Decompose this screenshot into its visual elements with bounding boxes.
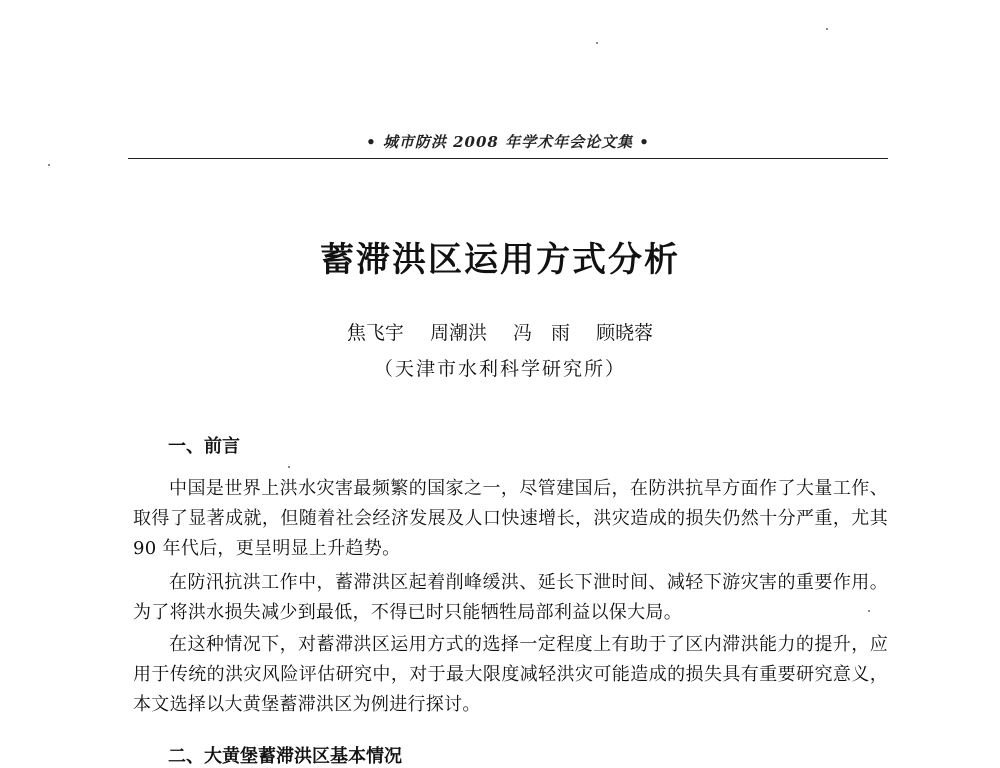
scan-speck	[826, 28, 828, 30]
author-list	[0, 318, 1000, 345]
paper-title: 蓄滞洪区运用方式分析	[320, 240, 680, 280]
author-name: 顾晓蓉	[596, 322, 654, 344]
running-head: • 城市防洪 2008 年学术年会论文集 •	[366, 133, 650, 151]
scan-speck	[48, 164, 50, 166]
author-name: 周潮洪	[429, 322, 487, 344]
header-rule	[128, 158, 888, 159]
body-paragraph: 在防汛抗洪工作中，蓄滞洪区起着削峰缓洪、延长下泄时间、减轻下游灾害的重要作用。为了将洪水损失减少到最低，不得已时只能牺牲局部利益以保大局。	[133, 572, 888, 623]
body-paragraph: 在这种情况下，对蓄滞洪区运用方式的选择一定程度上有助于了区内滞洪能力的提升，应用于传统的洪灾风险评估研究中，对于最大限度减轻洪灾可能造成的损失具有重要研究意义，本文选择以大黄堡蓄滞洪区为例进行探讨。	[133, 634, 888, 715]
section-heading: 一、前言	[168, 436, 240, 457]
scan-speck	[288, 466, 290, 468]
body-paragraph: 中国是世界上洪水灾害最频繁的国家之一，尽管建国后，在防洪抗旱方面作了大量工作、取得了显著成就，但随着社会经济发展及人口快速增长，洪灾造成的损失仍然十分严重，尤其 90 年代后，更呈明显上升趋势。	[133, 478, 888, 559]
author-name: 冯 雨	[513, 322, 571, 344]
scan-speck	[596, 42, 598, 44]
author-name: 焦飞宇	[346, 322, 404, 344]
affiliation: （天津市水利科学研究所）	[373, 358, 626, 380]
section-heading: 二、大黄堡蓄滞洪区基本情况	[168, 746, 402, 767]
